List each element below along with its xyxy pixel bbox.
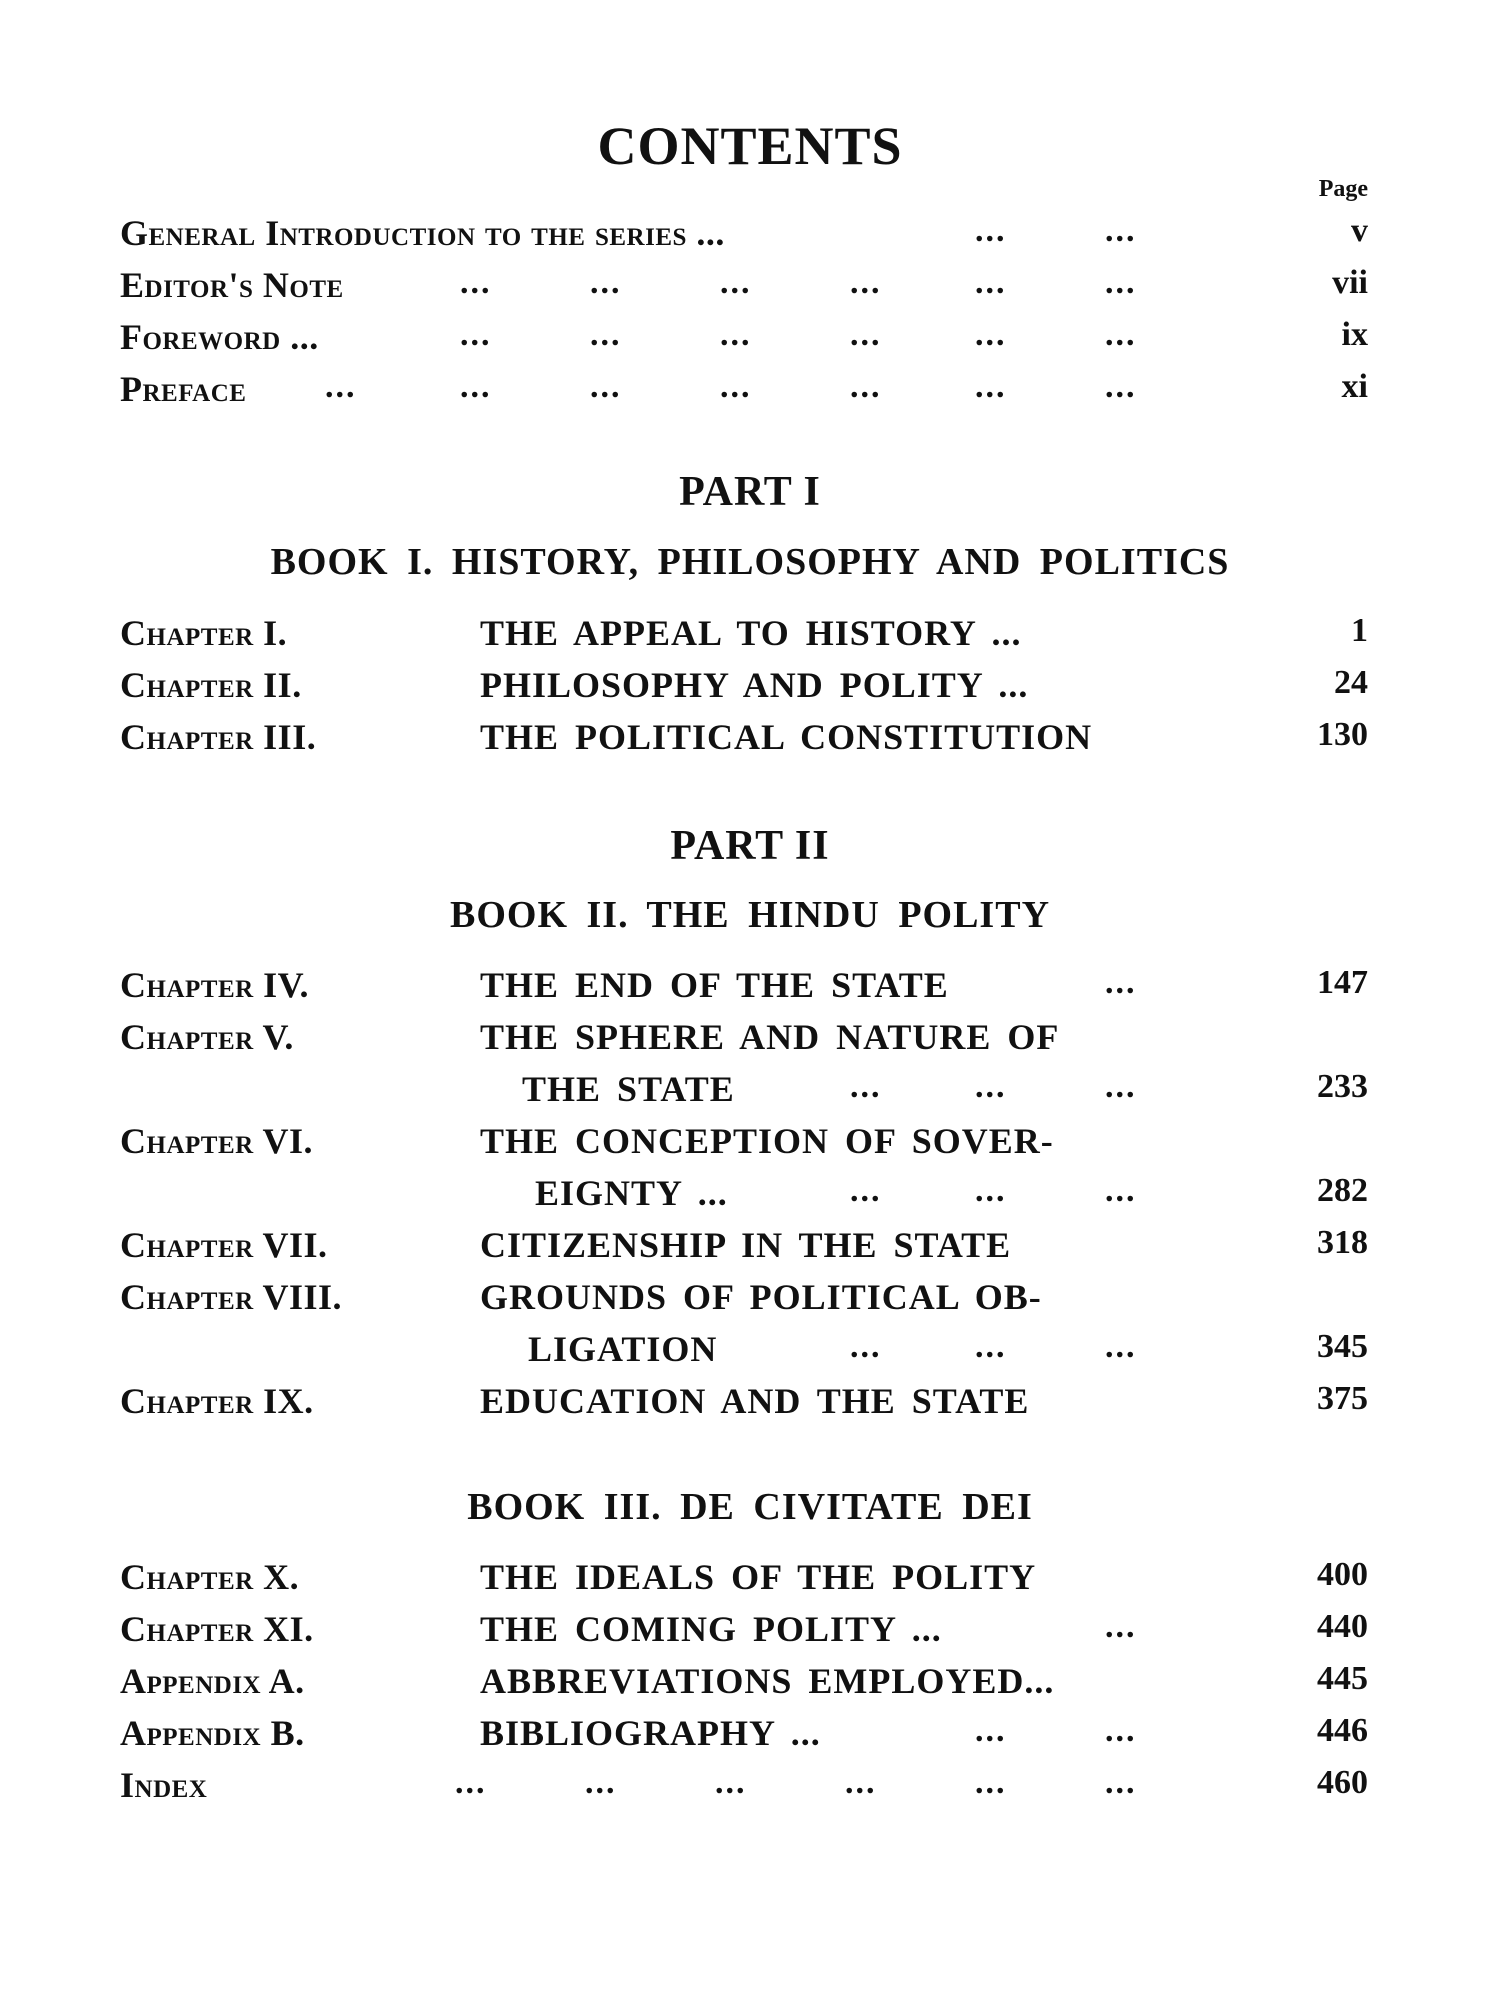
entry-page: 446: [1317, 1712, 1368, 1749]
chapter-title: THE COMING POLITY ...: [480, 1609, 942, 1649]
leader-dots: ...: [720, 264, 752, 301]
leader-dots: ...: [455, 1764, 487, 1801]
leader-dots: ...: [975, 1328, 1007, 1365]
toc-entry: [0, 1556, 1500, 1606]
leader-dots: ...: [590, 316, 622, 353]
leader-dots: ...: [1105, 264, 1137, 301]
toc-entry: [0, 368, 1500, 418]
entry-page: ix: [1341, 316, 1368, 353]
entry-label: General Introduction to the series ...: [120, 213, 725, 253]
entry-page: v: [1351, 212, 1368, 249]
toc-entry: [0, 664, 1500, 714]
chapter-title: THE CONCEPTION OF SOVER-: [480, 1121, 1054, 1161]
toc-entry-continued: [0, 1172, 1500, 1222]
leader-dots: ...: [460, 316, 492, 353]
chapter-label: Chapter VII.: [120, 1225, 328, 1265]
chapter-label: Chapter VIII.: [120, 1277, 343, 1317]
toc-entry: [0, 1764, 1500, 1814]
book-heading: BOOK II. THE HINDU POLITY: [449, 894, 1051, 936]
toc-entry: [0, 1276, 1500, 1326]
entry-label: Editor's Note: [120, 265, 344, 305]
entry-page: xi: [1341, 368, 1368, 405]
leader-dots: ...: [1105, 1712, 1137, 1749]
leader-dots: ...: [850, 1172, 882, 1209]
toc-entry: [0, 612, 1500, 662]
entry-page: 130: [1317, 716, 1368, 753]
entry-page: 460: [1317, 1764, 1368, 1801]
leader-dots: ...: [850, 368, 882, 405]
entry-page: 445: [1317, 1660, 1368, 1697]
toc-entry: [0, 1712, 1500, 1762]
leader-dots: ...: [720, 368, 752, 405]
leader-dots: ...: [850, 1328, 882, 1365]
leader-dots: ...: [975, 316, 1007, 353]
appendix-label: Appendix A.: [120, 1661, 305, 1701]
chapter-title: THE END OF THE STATE: [480, 965, 949, 1005]
leader-dots: ...: [975, 368, 1007, 405]
leader-dots: ...: [1105, 1608, 1137, 1645]
toc-entry: [0, 1380, 1500, 1430]
leader-dots: ...: [975, 1712, 1007, 1749]
toc-entry: [0, 1016, 1500, 1066]
chapter-title: CITIZENSHIP IN THE STATE: [480, 1225, 1012, 1265]
leader-dots: ...: [460, 368, 492, 405]
entry-page: 24: [1334, 664, 1368, 701]
page-column-header: Page: [1318, 176, 1368, 202]
entry-page: 400: [1317, 1556, 1368, 1593]
leader-dots: ...: [460, 264, 492, 301]
chapter-label: Chapter XI.: [120, 1609, 314, 1649]
toc-entry: [0, 964, 1500, 1014]
chapter-label: Chapter VI.: [120, 1121, 314, 1161]
toc-entry-continued: [0, 1068, 1500, 1118]
chapter-title: EDUCATION AND THE STATE: [480, 1381, 1030, 1421]
entry-page: 282: [1317, 1172, 1368, 1209]
leader-dots: ...: [1105, 1764, 1137, 1801]
leader-dots: ...: [1105, 964, 1137, 1001]
leader-dots: ...: [975, 1172, 1007, 1209]
appendix-label: Appendix B.: [120, 1713, 305, 1753]
appendix-title: ABBREVIATIONS EMPLOYED...: [480, 1661, 1055, 1701]
leader-dots: ...: [590, 264, 622, 301]
chapter-title: PHILOSOPHY AND POLITY ...: [480, 665, 1029, 705]
part-heading: PART II: [670, 823, 830, 869]
index-label: Index: [120, 1765, 208, 1805]
chapter-label: Chapter I.: [120, 613, 288, 653]
leader-dots: ...: [975, 1068, 1007, 1105]
entry-page: 440: [1317, 1608, 1368, 1645]
book-heading: BOOK III. DE CIVITATE DEI: [467, 1486, 1033, 1528]
chapter-label: Chapter IV.: [120, 965, 310, 1005]
chapter-title: THE IDEALS OF THE POLITY: [480, 1557, 1037, 1597]
leader-dots: ...: [850, 1068, 882, 1105]
appendix-title: BIBLIOGRAPHY ...: [480, 1713, 821, 1753]
entry-page: 233: [1317, 1068, 1368, 1105]
toc-entry: [0, 264, 1500, 314]
leader-dots: ...: [975, 264, 1007, 301]
leader-dots: ...: [1105, 1328, 1137, 1365]
leader-dots: ...: [1105, 368, 1137, 405]
entry-page: 345: [1317, 1328, 1368, 1365]
leader-dots: ...: [585, 1764, 617, 1801]
entry-page: 147: [1317, 964, 1368, 1001]
chapter-label: Chapter II.: [120, 665, 302, 705]
chapter-title: THE POLITICAL CONSTITUTION: [480, 717, 1093, 757]
leader-dots: ...: [975, 1764, 1007, 1801]
entry-page: 1: [1351, 612, 1368, 649]
book-heading: BOOK I. HISTORY, PHILOSOPHY AND POLITICS: [270, 541, 1230, 583]
chapter-title: GROUNDS OF POLITICAL OB-: [480, 1277, 1042, 1317]
leader-dots: ...: [1105, 1172, 1137, 1209]
leader-dots: ...: [850, 264, 882, 301]
toc-entry: [0, 1660, 1500, 1710]
leader-dots: ...: [1105, 316, 1137, 353]
leader-dots: ...: [975, 212, 1007, 249]
entry-page: vii: [1332, 264, 1368, 301]
leader-dots: ...: [1105, 212, 1137, 249]
chapter-label: Chapter III.: [120, 717, 317, 757]
leader-dots: ...: [1105, 1068, 1137, 1105]
part-heading: PART I: [679, 469, 821, 515]
chapter-label: Chapter IX.: [120, 1381, 314, 1421]
entry-label: Foreword ...: [120, 317, 319, 357]
chapter-label: Chapter V.: [120, 1017, 294, 1057]
chapter-title: THE APPEAL TO HISTORY ...: [480, 613, 1022, 653]
leader-dots: ...: [720, 316, 752, 353]
leader-dots: ...: [850, 316, 882, 353]
entry-page: 375: [1317, 1380, 1368, 1417]
toc-entry: [0, 716, 1500, 766]
toc-entry: [0, 1608, 1500, 1658]
leader-dots: ...: [715, 1764, 747, 1801]
toc-entry: [0, 212, 1500, 262]
leader-dots: ...: [590, 368, 622, 405]
toc-entry: [0, 1120, 1500, 1170]
toc-entry: [0, 316, 1500, 366]
page-title: CONTENTS: [597, 116, 903, 176]
chapter-title-continued: LIGATION: [528, 1329, 718, 1369]
chapter-title: THE SPHERE AND NATURE OF: [480, 1017, 1060, 1057]
toc-entry: [0, 1224, 1500, 1274]
chapter-title-continued: THE STATE: [522, 1069, 735, 1109]
chapter-label: Chapter X.: [120, 1557, 300, 1597]
entry-page: 318: [1317, 1224, 1368, 1261]
chapter-title-continued: EIGNTY ...: [535, 1173, 728, 1213]
leader-dots: ...: [325, 368, 357, 405]
entry-label: Preface: [120, 369, 247, 409]
toc-entry-continued: [0, 1328, 1500, 1378]
leader-dots: ...: [845, 1764, 877, 1801]
